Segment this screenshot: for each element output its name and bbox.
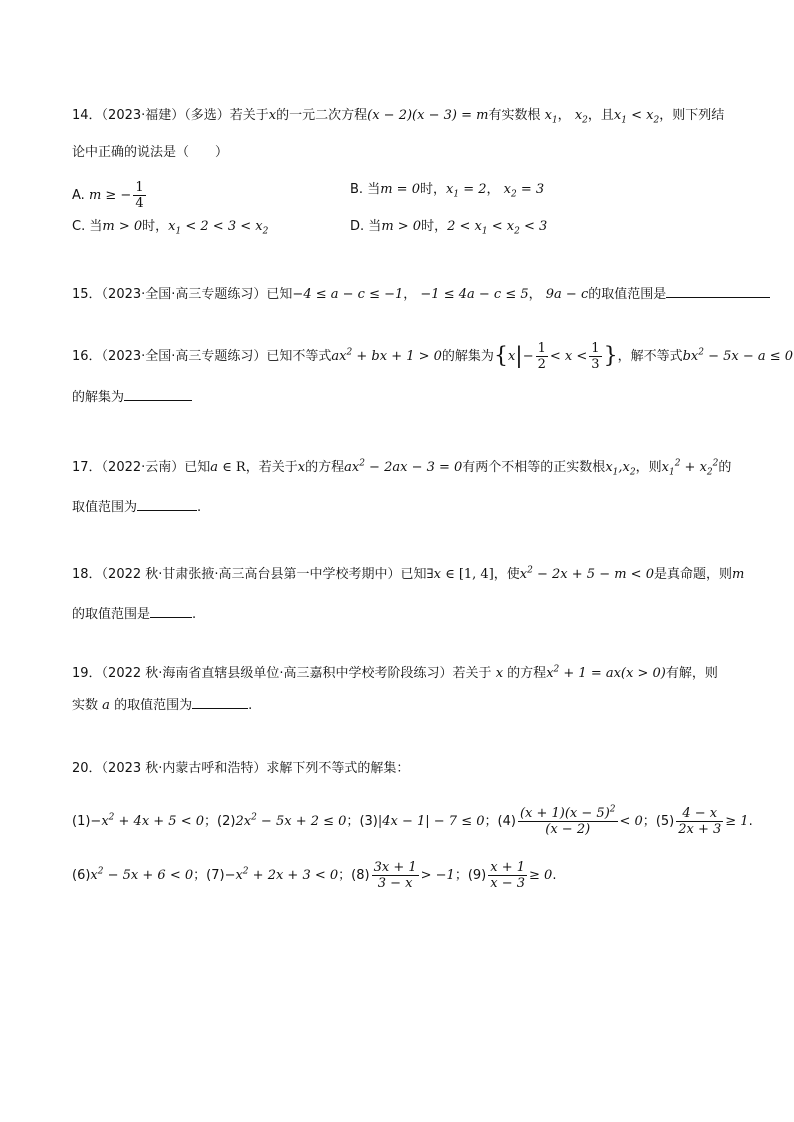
- question-text: 若关于: [229, 108, 269, 123]
- question-number: 16．: [72, 349, 102, 364]
- question-16-line-1: [72, 341, 793, 372]
- question-text: ，若关于: [245, 460, 298, 475]
- answer-blank: [666, 283, 770, 298]
- question-text: 有解，则: [665, 666, 718, 681]
- question-text: 的解集为: [441, 349, 494, 364]
- inequality-9: ≥ 0: [529, 868, 553, 883]
- option-math: $x_1 < 2 < 3 < x_2$: [168, 219, 269, 237]
- math-x: x: [495, 666, 504, 681]
- question-text: 若关于: [452, 666, 492, 681]
- question-16-line-2: [72, 386, 192, 408]
- math-expression: 9a − c: [545, 287, 589, 302]
- question-source: （2022 秋·甘肃张掖·高三高台县第一中学校考期中）: [101, 567, 401, 582]
- math-x2: $x_2$: [574, 108, 588, 126]
- inequality-8: > −1: [420, 868, 455, 883]
- inequality-2: $2x^2 - 5x + 2 \le 0$: [235, 812, 347, 829]
- question-19-line-1: [72, 664, 718, 684]
- inequality-3: |4x − 1| − 7 ≤ 0: [377, 814, 485, 829]
- answer-blank: [192, 694, 248, 709]
- math-condition: ∃x ∈ [1, 4]: [426, 567, 494, 582]
- part-label: (8): [351, 868, 370, 883]
- question-14-line-2: 论中正确的说法是（ ）: [72, 145, 229, 160]
- math-a: a: [102, 698, 110, 713]
- equation: $ax^2 - 2ax - 3 = 0$: [344, 458, 463, 475]
- fraction: $\frac{1}{4}$: [135, 180, 144, 211]
- question-number: 19．: [72, 666, 102, 681]
- option-math: $2 < x_1 < x_2 < 3$: [447, 219, 548, 237]
- question-text: ，且: [587, 108, 614, 123]
- option-math: m > 0: [381, 219, 422, 234]
- option-math: $x_2 = 3$: [503, 182, 545, 200]
- part-label: (7): [206, 868, 225, 883]
- question-18-line-2: 的取值范围是 .: [72, 603, 196, 625]
- option-label: C.: [72, 219, 86, 234]
- option-text: 时，: [419, 182, 446, 197]
- math-x: x: [268, 108, 277, 123]
- question-number: 14．: [72, 108, 102, 123]
- part-label: (3): [359, 814, 378, 829]
- inequality-8-fraction: $\frac{3x + 1}{3 - x}$: [373, 860, 417, 891]
- part-label: (6): [72, 868, 91, 883]
- math-inequality: −4 ≤ a − c ≤ −1: [292, 287, 404, 302]
- question-text: ，则下列结: [659, 108, 725, 123]
- answer-blank: [137, 496, 197, 511]
- question-number: 18．: [72, 567, 102, 582]
- option-text: 当: [89, 219, 103, 234]
- question-20-row-2: $(6)x^2 - 5x + 6 < 0$；$(7)-x^2 + 2x + 3 < 0$；(8) $\frac{3x + 1}{3 - x}$ > −1；(9) $\frac{x + 1}{x - 3}$ ≥ 0.: [72, 860, 557, 891]
- part-label: (2): [217, 814, 236, 829]
- option-label: A.: [72, 188, 85, 203]
- option-label: B.: [350, 182, 364, 197]
- question-number: 15．: [72, 287, 102, 302]
- option-math: m ≥ −: [88, 188, 132, 203]
- inequality-4-fraction: $\frac{(x + 1)(x - 5)^2}{(x - 2)}$: [519, 804, 616, 837]
- question-text: 已知: [184, 460, 211, 475]
- question-text: 的解集为: [72, 390, 125, 405]
- option-math: m = 0: [380, 182, 420, 197]
- math-x: x: [297, 460, 306, 475]
- question-text: 有实数根: [488, 108, 541, 123]
- question-18-line-1: [72, 565, 744, 585]
- question-text: 的取值范围是: [588, 287, 667, 302]
- math-condition: $x_1 < x_2$: [613, 108, 660, 126]
- question-14-line-1: 14．（2023·福建）（多选）若关于x的一元二次方程(x − 2)(x − 3) = m有实数根 $x_1$， $x_2$，且$x_1 < x_2$，则下列结: [72, 108, 725, 126]
- inequality-4: < 0: [619, 814, 643, 829]
- question-17-line-2: 取值范围为 .: [72, 496, 201, 518]
- question-text: 有两个不相等的正实数根: [462, 460, 606, 475]
- math-inequality: $ax^2$ + bx + 1 > 0: [331, 347, 442, 364]
- option-a: [72, 180, 148, 211]
- question-text: 的方程: [305, 460, 345, 475]
- inequality-6: $x^2 - 5x + 6 < 0$: [90, 866, 194, 883]
- inequality-5: ≥ 1: [725, 814, 749, 829]
- question-source: （2023·福建）（多选）: [101, 108, 230, 123]
- part-label: (5): [655, 814, 675, 829]
- option-text: 时，: [142, 219, 169, 234]
- question-text: 已知: [400, 567, 427, 582]
- question-text: 已知: [266, 287, 293, 302]
- inequality-7: $-x^2 + 2x + 3 < 0$: [224, 866, 339, 883]
- option-c: [72, 217, 268, 237]
- question-20-header: [72, 759, 409, 779]
- question-number: 20．: [72, 761, 102, 776]
- question-source: （2023 秋·内蒙古呼和浩特）: [101, 761, 267, 776]
- option-text: 当: [367, 182, 381, 197]
- inequality-5-fraction: $\frac{4 - x}{2x + 3}$: [678, 806, 722, 837]
- question-text: ，则: [635, 460, 662, 475]
- question-text: 的方程: [507, 666, 547, 681]
- math-inequality: $bx^2 - 5x - a \le 0$: [682, 347, 794, 364]
- question-text: 取值范围为: [72, 500, 138, 515]
- option-text: 当: [368, 219, 382, 234]
- question-20-row-1: $(1)-x^2 + 4x + 5 < 0$；$(2)2x^2 - 5x + 2 \le 0$；(3)|4x − 1| − 7 ≤ 0；(4) $\frac{(x + 1)(x - 5)^2}{(x - 2)}$ < 0；(5) $\frac{4 - x}{2x + 3}$ ≥ 1.: [72, 804, 753, 837]
- question-text: ，解不等式: [617, 349, 683, 364]
- question-text: 的一元二次方程: [276, 108, 368, 123]
- math-roots: $x_1,x_2$: [605, 460, 636, 478]
- question-source: （2022 秋·海南省直辖县级单位·高三嘉积中学校考阶段练习）: [101, 666, 453, 681]
- question-15: 15．（2023·全国·高三专题练习）已知−4 ≤ a − c ≤ −1， −1 ≤ 4a − c ≤ 5， 9a − c的取值范围是: [72, 283, 770, 305]
- answer-blank: [124, 386, 192, 401]
- equation: (x − 2)(x − 3) = m: [367, 108, 489, 123]
- question-source: （2023·全国·高三专题练习）: [101, 287, 267, 302]
- part-label: (4): [497, 814, 516, 829]
- part-label: (9): [467, 868, 487, 883]
- math-expression: $x_1^2 + x_2^2$: [661, 458, 719, 478]
- question-text: 是真命题，则: [653, 567, 732, 582]
- question-text: 的取值范围是: [72, 607, 151, 622]
- math-inequality: $x^2 - 2x + 5 - m < 0$: [519, 565, 654, 582]
- question-text: 已知不等式: [266, 349, 332, 364]
- math-roots: $x_1$: [544, 108, 558, 126]
- math-inequality: −1 ≤ 4a − c ≤ 5: [420, 287, 529, 302]
- question-19-line-2: 实数 a 的取值范围为 .: [72, 694, 252, 716]
- question-text: 求解下列不等式的解集：: [266, 761, 410, 776]
- question-text: ，使: [493, 567, 520, 582]
- question-text: 实数: [72, 698, 99, 713]
- option-math: $x_1 = 2$: [446, 182, 487, 200]
- question-17-line-1: [72, 458, 731, 478]
- answer-blank: [150, 603, 192, 618]
- question-number: 17．: [72, 460, 102, 475]
- option-math: m > 0: [102, 219, 143, 234]
- option-b: B. 当m = 0时，$x_1 = 2$， $x_2 = 3$: [350, 182, 545, 200]
- solution-set: {x|− $\frac{1}{2}$ < x < $\frac{1}{3}$ }: [493, 341, 618, 372]
- math-m: m: [732, 567, 745, 582]
- option-d: [350, 217, 547, 237]
- question-source: （2023·全国·高三专题练习）: [101, 349, 267, 364]
- option-text: 时，: [421, 219, 448, 234]
- question-source: （2022·云南）: [101, 460, 185, 475]
- question-text: 的取值范围为: [114, 698, 193, 713]
- math-condition: a ∈ R: [210, 460, 246, 475]
- inequality-9-fraction: $\frac{x + 1}{x - 3}$: [490, 860, 526, 891]
- inequality-1: $-x^2 + 4x + 5 < 0$: [90, 812, 205, 829]
- option-label: D.: [350, 219, 365, 234]
- question-text: 的: [718, 460, 732, 475]
- equation: $x^2 + 1 = ax(x > 0)$: [546, 664, 666, 681]
- part-label: (1): [72, 814, 91, 829]
